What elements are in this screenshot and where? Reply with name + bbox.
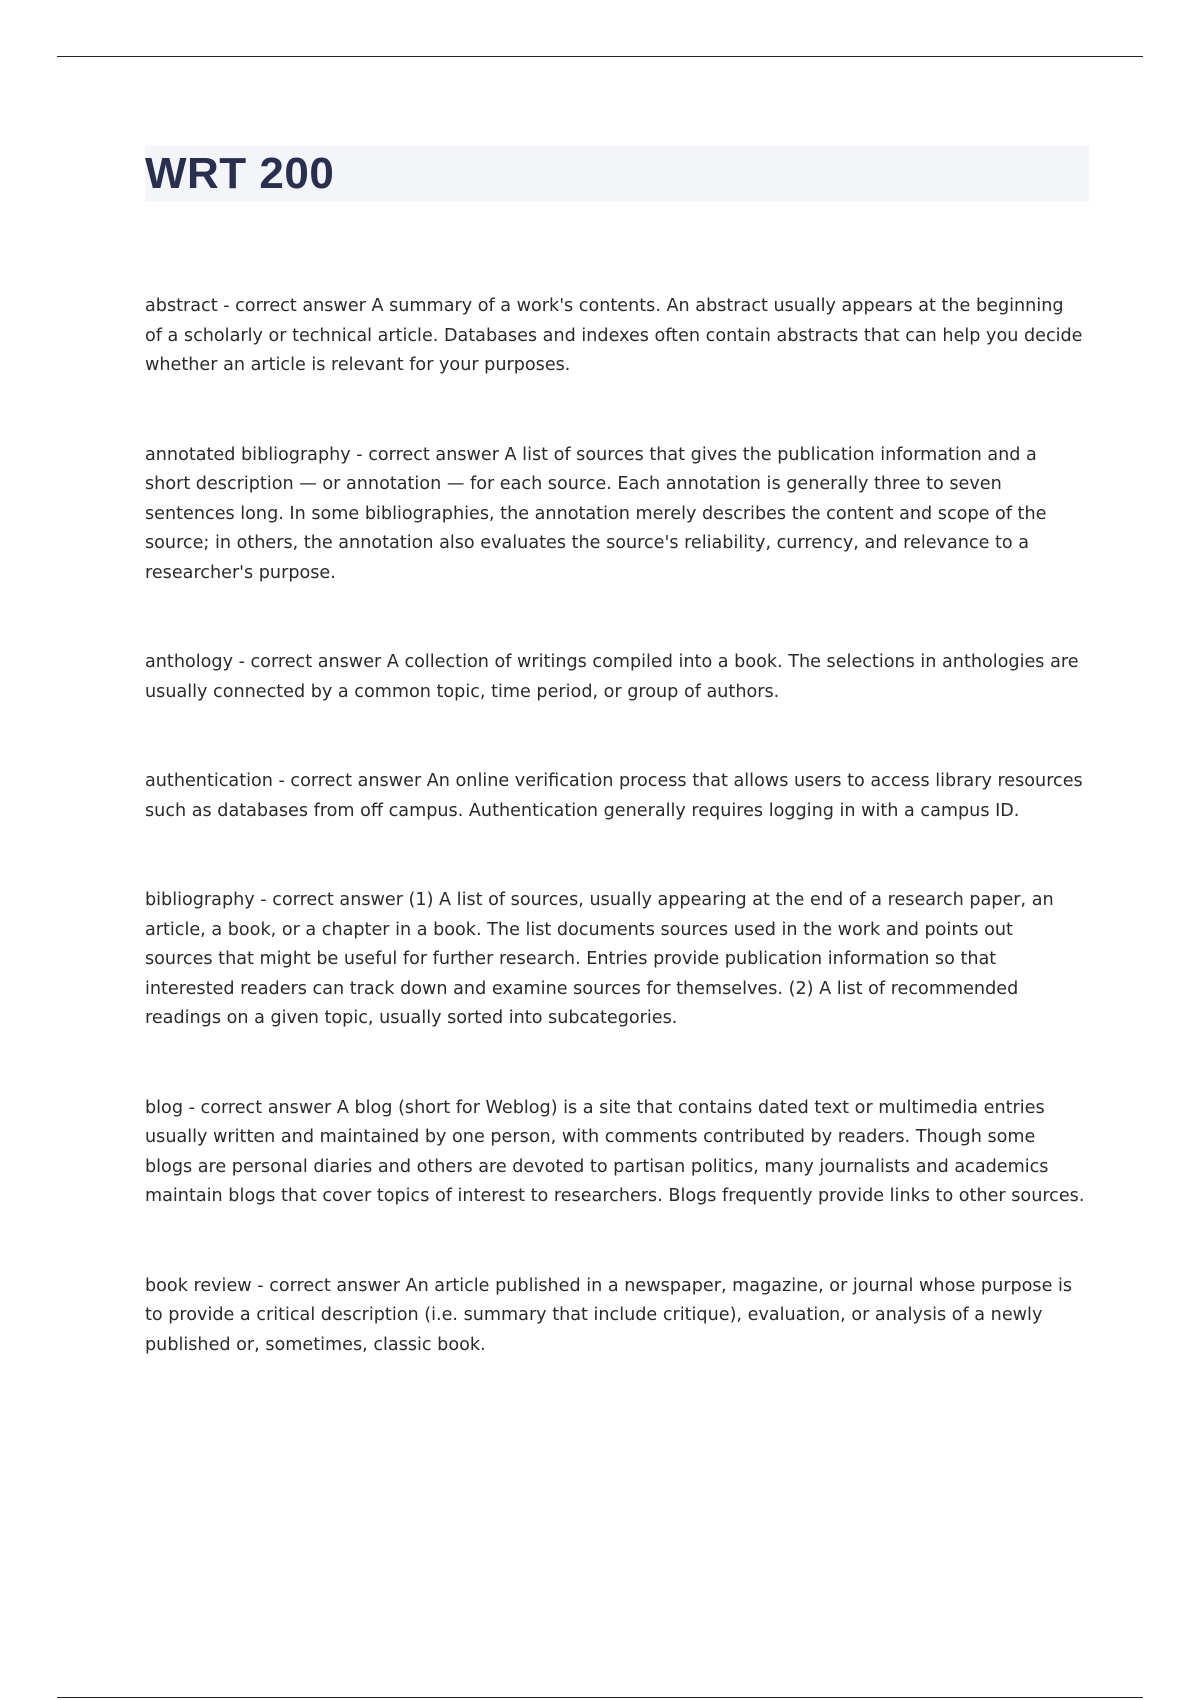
glossary-entry-abstract: abstract - correct answer A summary of a work's contents. An abstract usually appears at the beginning of a scholarly or technical article. Databases and indexes often contain abstracts that can help you decide whether an article is relevant for your purposes. [145,296,1083,375]
page-title: WRT 200 [145,149,335,198]
glossary-entry-annotated-bibliography: annotated bibliography - correct answer A list of sources that gives the publication information and a short description — or annotation — for each source. Each annotation is generally three to seven sentences long. In some bibliographies, the annotation merely describes the content and scope of the source; in others, the annotation also evaluates the source's reliability, currency, and relevance to a researcher's purpose. [145,444,1047,583]
glossary-entry-anthology: anthology - correct answer A collection of writings compiled into a book. The selections in anthologies are usually connected by a common topic, time period, or group of authors. [145,652,1079,702]
bottom-divider [57,1697,1143,1698]
glossary-entry-authentication: authentication - correct answer An online verification process that allows users to access library resources such as databases from off campus. Authentication generally requires logging in with a campus ID. [145,771,1083,821]
glossary-entry-bibliography: bibliography - correct answer (1) A list of sources, usually appearing at the end of a research paper, an article, a book, or a chapter in a book. The list documents sources used in the work and points out sources that might be useful for further research. Entries provide publication information so that interested readers can track down and examine sources for themselves. (2) A list of recommended readings on a given topic, usually sorted into subcategories. [145,890,1054,1028]
glossary-entry-book-review: book review - correct answer An article published in a newspaper, magazine, or journal whose purpose is to provide a critical description (i.e. summary that include critique), evaluation, or analysis of a newly published or, sometimes, classic book. [145,1275,1073,1355]
top-divider [57,56,1143,57]
glossary-entry-blog: blog - correct answer A blog (short for Weblog) is a site that contains dated text or multimedia entries usually written and maintained by one person, with comments contributed by readers. Though some blogs are personal diaries and others are devoted to partisan politics, many journalists and academics maintain blogs that cover topics of interest to researchers. Blogs frequently provide links to other sources. [145,1097,1085,1206]
glossary-entries [145,292,1085,1420]
